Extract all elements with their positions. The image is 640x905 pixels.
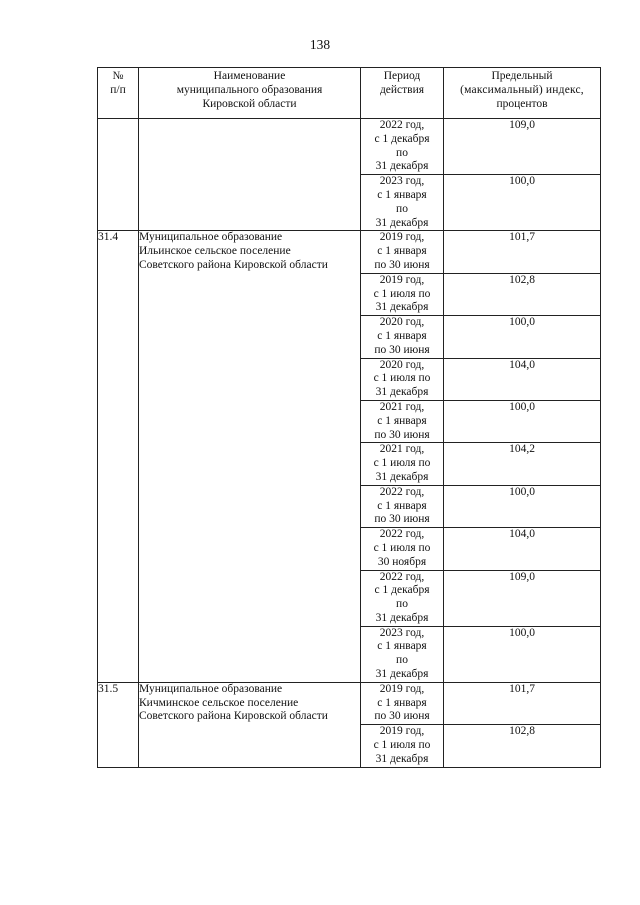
period-line: с 1 января xyxy=(377,696,427,709)
row-number: 31.5 xyxy=(98,682,139,767)
period-line: 2023 год, xyxy=(379,626,425,639)
period-line: 2022 год, xyxy=(379,528,425,541)
index-value: 101,7 xyxy=(444,231,601,273)
index-value: 104,0 xyxy=(444,528,601,570)
period-line: с 1 июля по xyxy=(373,739,431,752)
period-line: с 1 июля по xyxy=(373,457,431,470)
index-value: 100,0 xyxy=(444,400,601,442)
municipality-name-line: Ильинское сельское поселение xyxy=(139,245,291,258)
index-value: 102,8 xyxy=(444,725,601,767)
period-line: 2021 год, xyxy=(379,400,425,413)
period-cell xyxy=(361,570,444,626)
header-name-line: муниципального образования xyxy=(176,83,323,96)
header-index-line: (максимальный) индекс, xyxy=(460,83,584,96)
period-line: с 1 января xyxy=(377,188,427,201)
period-cell xyxy=(361,682,444,724)
period-line: 2019 год, xyxy=(379,231,425,244)
table-header-row xyxy=(98,68,601,119)
header-index-line: Предельный xyxy=(491,70,553,82)
municipality-name-line: Советского района Кировской области xyxy=(139,710,328,723)
index-value: 100,0 xyxy=(444,626,601,682)
index-value: 109,0 xyxy=(444,570,601,626)
index-value: 101,7 xyxy=(444,682,601,724)
index-value: 100,0 xyxy=(444,175,601,231)
period-cell xyxy=(361,119,444,175)
index-value: 102,8 xyxy=(444,273,601,315)
table-body xyxy=(98,119,601,768)
period-line: с 1 декабря xyxy=(374,584,430,597)
period-line: с 1 января xyxy=(377,499,427,512)
header-name-line: Наименование xyxy=(213,70,286,82)
period-cell xyxy=(361,400,444,442)
period-line: по xyxy=(396,202,408,215)
period-line: 31 декабря xyxy=(375,216,429,229)
index-value: 100,0 xyxy=(444,316,601,358)
period-cell xyxy=(361,273,444,315)
period-line: 2021 год, xyxy=(379,443,425,456)
period-line: по 30 июня xyxy=(374,258,430,271)
municipality-name xyxy=(139,231,361,683)
period-line: 31 декабря xyxy=(375,668,429,681)
period-line: с 1 января xyxy=(377,640,427,653)
header-name xyxy=(139,68,361,119)
period-line: 2019 год, xyxy=(379,725,425,738)
index-value: 104,2 xyxy=(444,443,601,485)
period-cell xyxy=(361,443,444,485)
header-period-line: действия xyxy=(379,83,425,96)
period-line: по 30 июня xyxy=(374,710,430,723)
period-line: 30 ноября xyxy=(377,555,427,568)
period-cell xyxy=(361,316,444,358)
row-number xyxy=(98,119,139,231)
period-line: 31 декабря xyxy=(375,160,429,173)
municipality-name-line: Муниципальное образование xyxy=(139,231,283,244)
period-line: 31 декабря xyxy=(375,301,429,314)
period-line: 2022 год, xyxy=(379,570,425,583)
period-line: 2020 год, xyxy=(379,358,425,371)
table-row xyxy=(98,682,601,724)
period-line: с 1 июля по xyxy=(373,372,431,385)
period-cell xyxy=(361,626,444,682)
header-period xyxy=(361,68,444,119)
header-number xyxy=(98,68,139,119)
municipality-name-line: Советского района Кировской области xyxy=(139,258,328,271)
municipality-name xyxy=(139,119,361,231)
table-row xyxy=(98,231,601,273)
header-period-line: Период xyxy=(383,70,421,82)
index-value: 104,0 xyxy=(444,358,601,400)
period-line: 2022 год, xyxy=(379,119,425,131)
period-cell xyxy=(361,528,444,570)
header-index-line: процентов xyxy=(496,97,548,110)
header-index xyxy=(444,68,601,119)
period-line: 31 декабря xyxy=(375,470,429,483)
municipality-name-line: Кичминское сельское поселение xyxy=(139,696,299,709)
row-number: 31.4 xyxy=(98,231,139,683)
page-number: 138 xyxy=(309,37,331,52)
period-line: с 1 июля по xyxy=(373,541,431,554)
period-line: с 1 января xyxy=(377,245,427,258)
period-line: 31 декабря xyxy=(375,386,429,399)
period-line: 31 декабря xyxy=(375,752,429,765)
period-line: 2022 год, xyxy=(379,485,425,498)
period-line: с 1 декабря xyxy=(374,132,430,145)
municipality-name xyxy=(139,682,361,767)
period-line: с 1 июля по xyxy=(373,287,431,300)
tariff-index-table xyxy=(97,67,601,768)
table-row xyxy=(98,119,601,175)
municipality-name-line: Муниципальное образование xyxy=(139,682,283,695)
period-cell xyxy=(361,485,444,527)
period-line: 31 декабря xyxy=(375,611,429,624)
period-line: с 1 января xyxy=(377,329,427,342)
period-line: по xyxy=(396,598,408,611)
period-line: 2019 год, xyxy=(379,682,425,695)
period-line: 2020 год, xyxy=(379,316,425,329)
header-number-line: п/п xyxy=(110,83,126,96)
period-line: по xyxy=(396,654,408,667)
period-line: по 30 июня xyxy=(374,343,430,356)
period-line: 2019 год, xyxy=(379,273,425,286)
period-line: по 30 июня xyxy=(374,513,430,526)
period-cell xyxy=(361,358,444,400)
period-line: с 1 января xyxy=(377,414,427,427)
header-number-line: № xyxy=(112,70,124,82)
period-cell xyxy=(361,725,444,767)
header-name-line: Кировской области xyxy=(202,97,297,110)
period-line: 2023 год, xyxy=(379,175,425,188)
period-cell xyxy=(361,231,444,273)
index-value: 109,0 xyxy=(444,119,601,175)
period-line: по 30 июня xyxy=(374,428,430,441)
period-cell xyxy=(361,175,444,231)
period-line: по xyxy=(396,146,408,159)
index-value: 100,0 xyxy=(444,485,601,527)
